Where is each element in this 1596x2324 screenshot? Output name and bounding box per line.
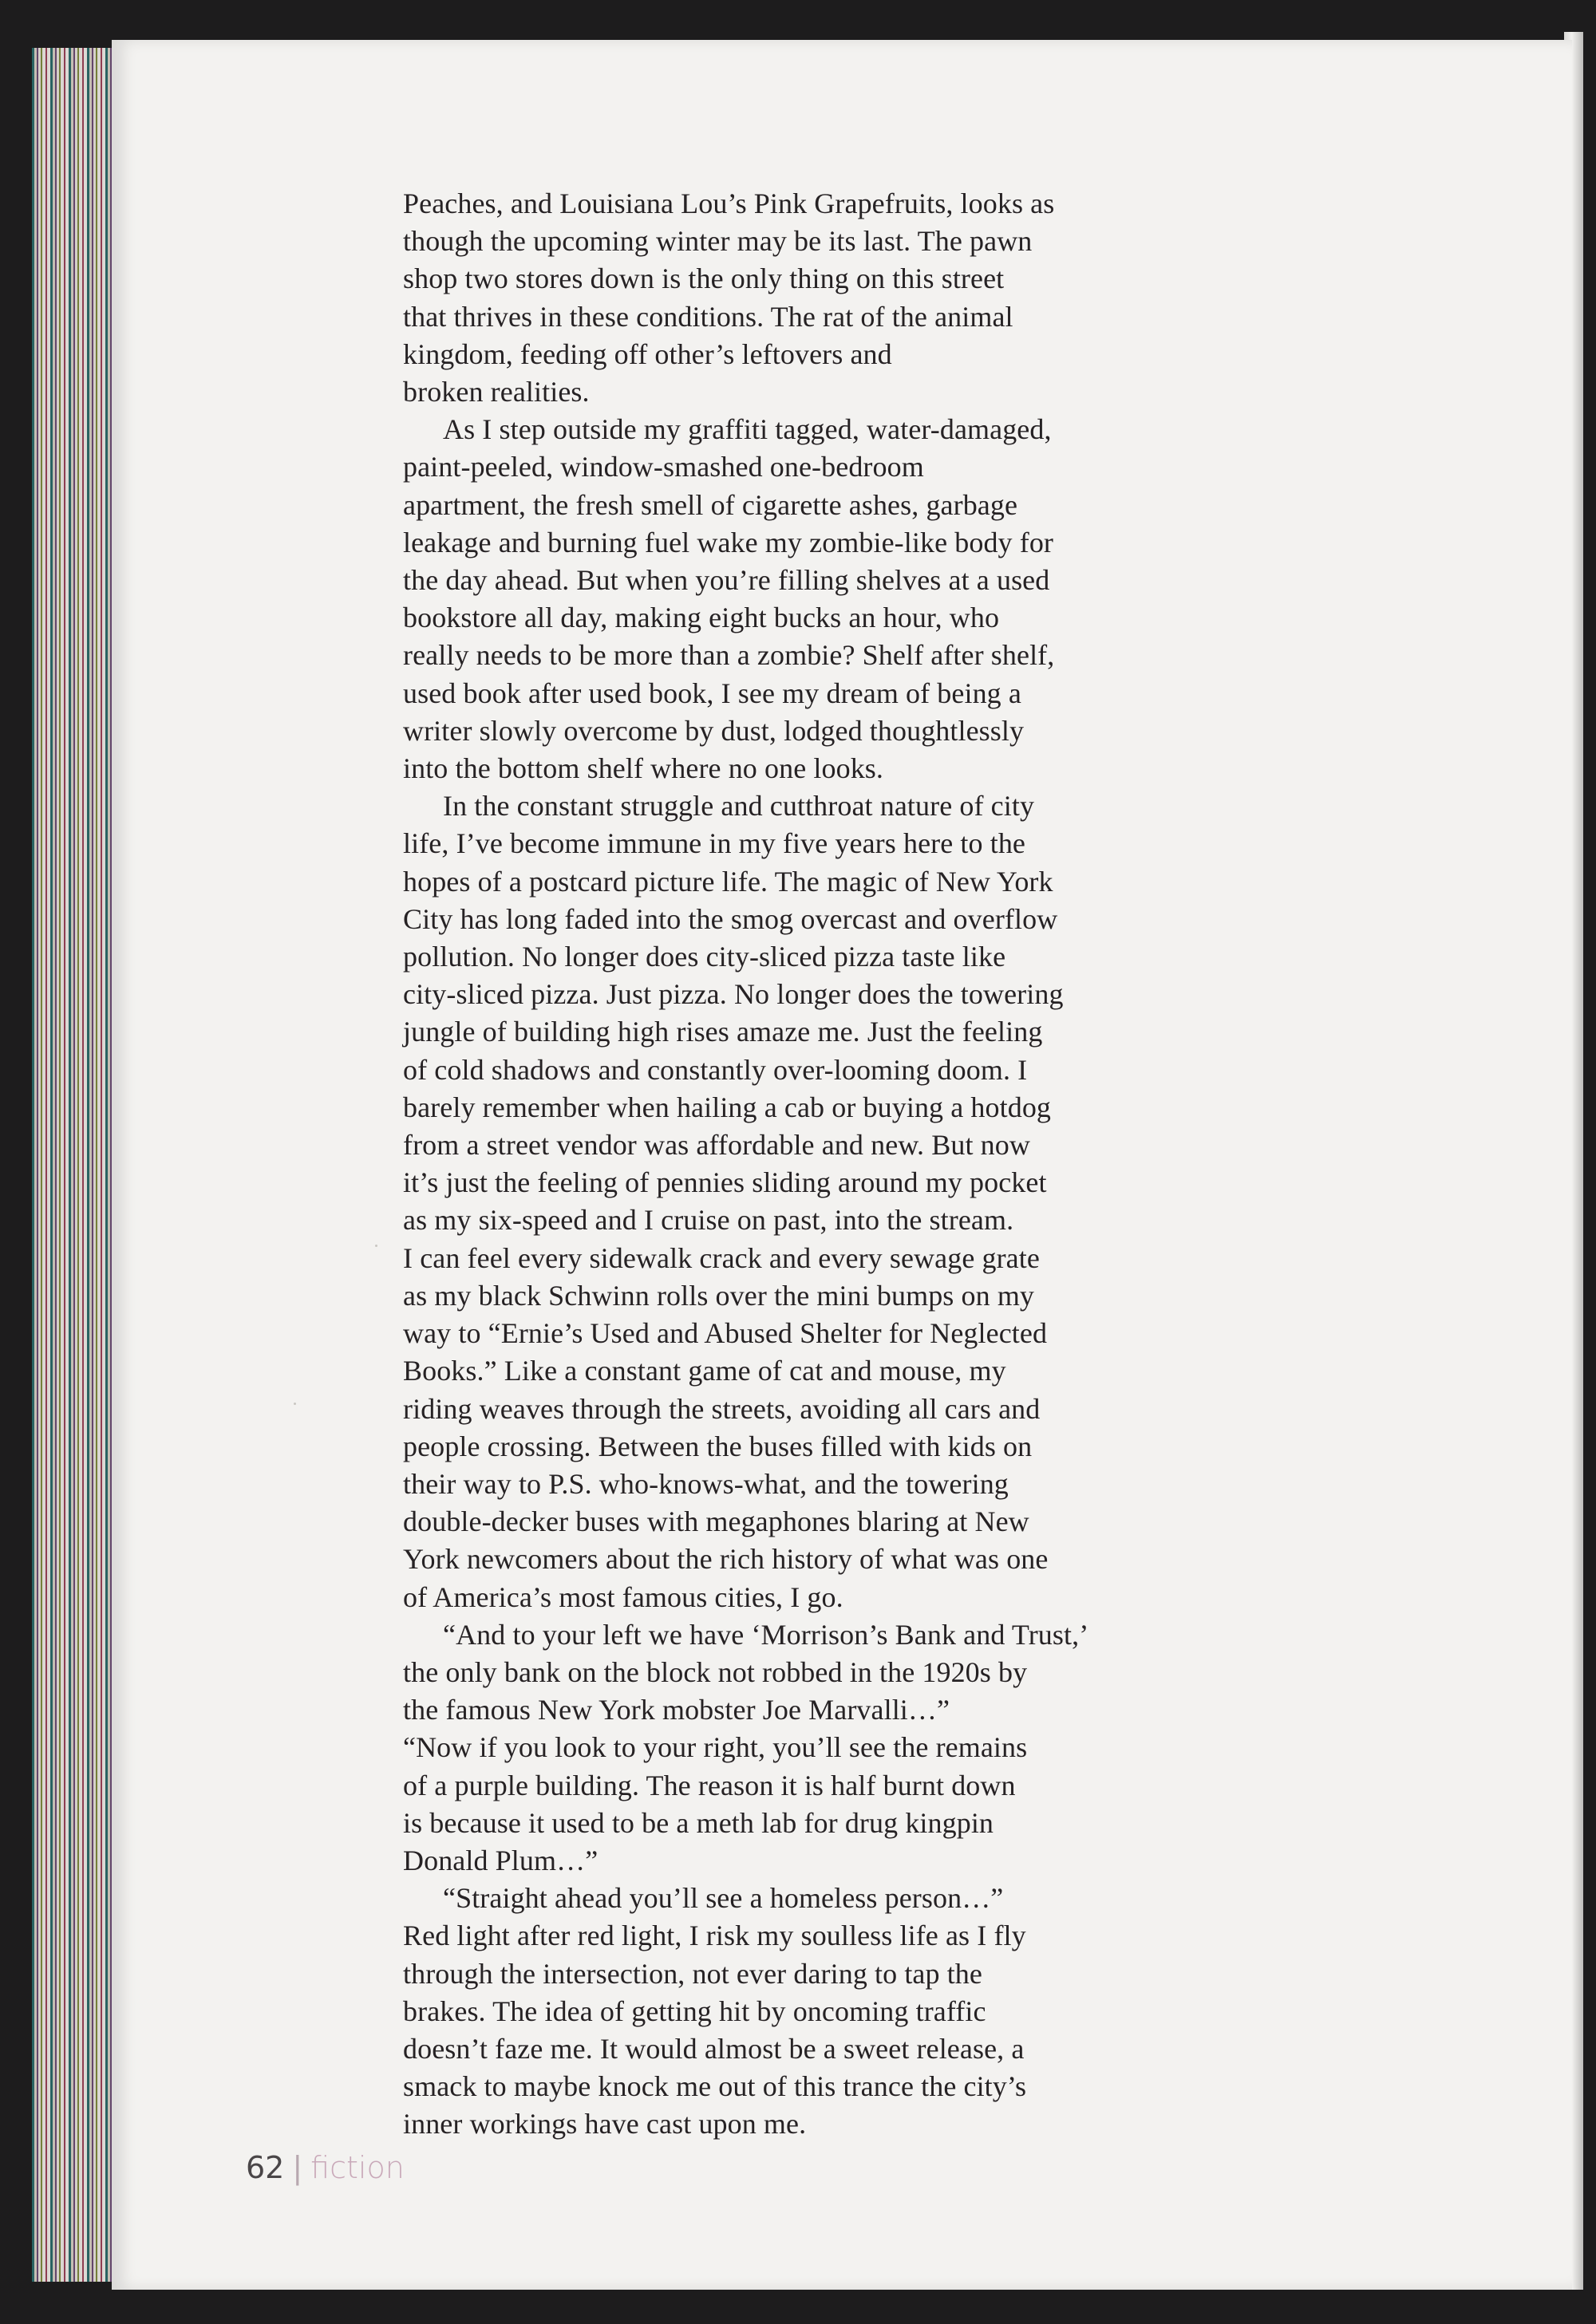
text-line: hopes of a postcard picture life. The magic of New York (403, 865, 1053, 898)
page-footer (246, 2150, 405, 2185)
text-line: their way to P.S. who-knows-what, and the towering (403, 1467, 1009, 1500)
paper-speck (375, 1245, 377, 1247)
text-line: As I step outside my graffiti tagged, water-damaged, (443, 413, 1052, 446)
text-line: really needs to be more than a zombie? Shelf after shelf, (403, 639, 1055, 672)
text-line: into the bottom shelf where no one looks. (403, 752, 884, 785)
text-line: double-decker buses with megaphones blaring at New (403, 1505, 1029, 1538)
text-line: doesn’t faze me. It would almost be a sweet release, a (403, 2032, 1025, 2065)
text-line: leakage and burning fuel wake my zombie-like body for (403, 526, 1054, 558)
text-line: “Now if you look to your right, you’ll see the remains (403, 1731, 1028, 1764)
text-line: as my six-speed and I cruise on past, into the stream. (403, 1204, 1014, 1237)
text-line: pollution. No longer does city-sliced pizza taste like (403, 941, 1006, 973)
body-text (403, 185, 1169, 2144)
text-line: City has long faded into the smog overcast and overflow (403, 902, 1058, 935)
text-line: smack to maybe knock me out of this trance the city’s (403, 2070, 1027, 2103)
text-line: “And to your left we have ‘Morrison’s Bank and Trust,’ (443, 1618, 1089, 1651)
text-line: paint-peeled, window-smashed one-bedroom (403, 451, 924, 483)
text-line: riding weaves through the streets, avoiding all cars and (403, 1392, 1041, 1425)
text-line: life, I’ve become immune in my five years here to the (403, 827, 1026, 860)
text-line: Peaches, and Louisiana Lou’s Pink Grapefruits, looks as (403, 187, 1055, 219)
page-number: 62 (246, 2150, 285, 2185)
text-line: the famous New York mobster Joe Marvalli…” (403, 1694, 950, 1726)
text-line: inner workings have cast upon me. (403, 2108, 807, 2141)
text-line: broken realities. (403, 376, 590, 408)
text-line: Donald Plum…” (403, 1844, 598, 1876)
text-line: of a purple building. The reason it is half burnt down (403, 1769, 1016, 1801)
text-line: the day ahead. But when you’re filling shelves at a used (403, 564, 1050, 597)
text-line: the only bank on the block not robbed in the 1920s by (403, 1655, 1028, 1688)
text-line: I can feel every sidewalk crack and every sewage grate (403, 1241, 1040, 1274)
text-line: that thrives in these conditions. The rat of the animal (403, 300, 1013, 333)
text-line: of cold shadows and constantly over-looming doom. I (403, 1053, 1028, 1086)
text-line: shop two stores down is the only thing on this street (403, 262, 1005, 295)
text-line: is because it used to be a meth lab for drug kingpin (403, 1806, 994, 1839)
text-line: Books.” Like a constant game of cat and mouse, my (403, 1355, 1006, 1387)
text-line: apartment, the fresh smell of cigarette ashes, garbage (403, 488, 1018, 521)
page-stack-edges (32, 48, 120, 2282)
text-line: bookstore all day, making eight bucks an hour, who (403, 602, 1000, 634)
text-line: York newcomers about the rich history of what was one (403, 1543, 1049, 1576)
text-line: jungle of building high rises amaze me. Just the feeling (403, 1016, 1043, 1048)
text-line: Red light after red light, I risk my soulless life as I fly (403, 1920, 1026, 1952)
text-line: city-sliced pizza. Just pizza. No longer does the towering (403, 978, 1064, 1011)
text-line: barely remember when hailing a cab or buying a hotdog (403, 1091, 1052, 1123)
text-line: brakes. The idea of getting hit by oncoming traffic (403, 1995, 986, 2027)
text-line: used book after used book, I see my dream of being a (403, 677, 1021, 709)
text-line: of America’s most famous cities, I go. (403, 1580, 843, 1613)
text-line: though the upcoming winter may be its last. The pawn (403, 225, 1033, 258)
text-line: as my black Schwinn rolls over the mini bumps on my (403, 1279, 1035, 1312)
text-line: writer slowly overcome by dust, lodged thoughtlessly (403, 714, 1025, 747)
footer-separator: | (292, 2150, 303, 2185)
text-line: people crossing. Between the buses filled with kids on (403, 1430, 1033, 1462)
text-line: through the intersection, not ever daring to tap the (403, 1957, 982, 1990)
text-line: In the constant struggle and cutthroat nature of city (443, 790, 1035, 823)
paper-speck (294, 1403, 296, 1405)
text-line: from a street vendor was affordable and new. But now (403, 1129, 1030, 1162)
text-line: it’s just the feeling of pennies sliding around my pocket (403, 1166, 1047, 1199)
text-line: way to “Ernie’s Used and Abused Shelter for Neglected (403, 1317, 1048, 1350)
text-line: kingdom, feeding off other’s leftovers and (403, 337, 892, 370)
section-name: fiction (310, 2150, 405, 2185)
text-line: “Straight ahead you’ll see a homeless person…” (443, 1882, 1004, 1915)
